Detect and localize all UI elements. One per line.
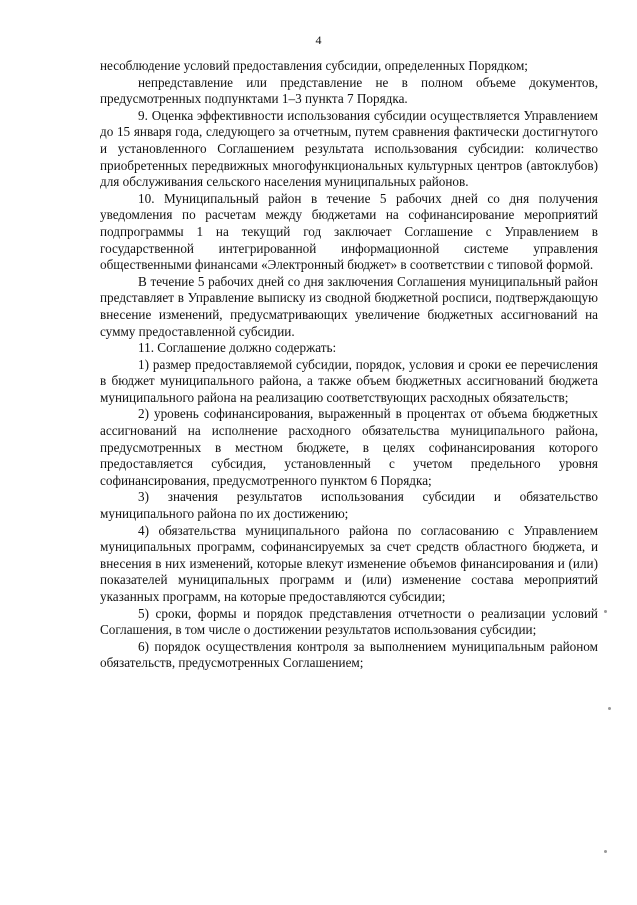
paragraph-budget-statement: В течение 5 рабочих дней со дня заключения Соглашения муниципальный район представляет в Управление выписку из сводной бюджетной росписи, подтверждающую внесение изменений, предусматривающих увеличение бюджетных ассигнований на сумму предоставленной субсидии. [100, 273, 598, 339]
list-item-2: 2) уровень софинансирования, выраженный в процентах от объема бюджетных ассигнований на исполнение расходного обязательства муниципального района, предусмотренных в местном бюджете, в целях софинансирования которого предоставляется субсидия, установленный с учетом предельного уровня софинансирования, предусмотренного пунктом 6 Порядка; [100, 406, 598, 488]
paragraph-10-agreement: 10. Муниципальный район в течение 5 рабочих дней со дня получения уведомления по расчетам между бюджетами на софинансирование мероприятий подпрограммы 1 на текущий год заключает Соглашение с Управлением в государственной интегрированной информационной системе управления общественными финансами «Электронный бюджет» в соответствии с типовой формой. [100, 190, 598, 273]
list-item-4: 4) обязательства муниципального района по согласованию с Управлением муниципальных программ, софинансируемых за счет средств областного бюджета, и внесения в них изменений, которые влекут изменение объемов финансирования и (или) показателей муниципальных программ и (или) изменение состава мероприятий указанных программ, на которые предоставляются субсидии; [100, 522, 598, 604]
paragraph-9-efficiency: 9. Оценка эффективности использования субсидии осуществляется Управлением до 15 января года, следующего за отчетным, путем сравнения фактически достигнутого и установленного Соглашением результата использования субсидии: количество приобретенных передвижных многофункциональных культурных центров (автоклубов) для обслуживания сельского населения муниципальных районов. [100, 107, 598, 190]
list-item-1: 1) размер предоставляемой субсидии, порядок, условия и сроки ее перечисления в бюджет муниципального района, а также объем бюджетных ассигнований бюджета муниципального района на реализацию соответствующих расходных обязательств; [100, 356, 598, 405]
scan-speck [604, 850, 607, 853]
paragraph-documents-missing: непредставление или представление не в полном объеме документов, предусмотренных подпунктами 1–3 пункта 7 Порядка. [100, 74, 598, 107]
page-number: 4 [315, 33, 322, 47]
scan-speck [608, 707, 611, 710]
paragraph-condition-violation: несоблюдение условий предоставления субсидии, определенных Порядком; [100, 58, 528, 73]
paragraph-11-heading: 11. Соглашение должно содержать: [138, 340, 337, 356]
list-item-3: 3) значения результатов использования субсидии и обязательство муниципального района по их достижению; [100, 489, 598, 522]
document-body [100, 58, 598, 672]
scan-speck [604, 610, 607, 613]
list-item-6: 6) порядок осуществления контроля за выполнением муниципальным районом обязательств, предусмотренных Соглашением; [100, 638, 598, 671]
list-item-5: 5) сроки, формы и порядок представления отчетности о реализации условий Соглашения, в том числе о достижении результатов использования субсидии; [100, 605, 598, 638]
